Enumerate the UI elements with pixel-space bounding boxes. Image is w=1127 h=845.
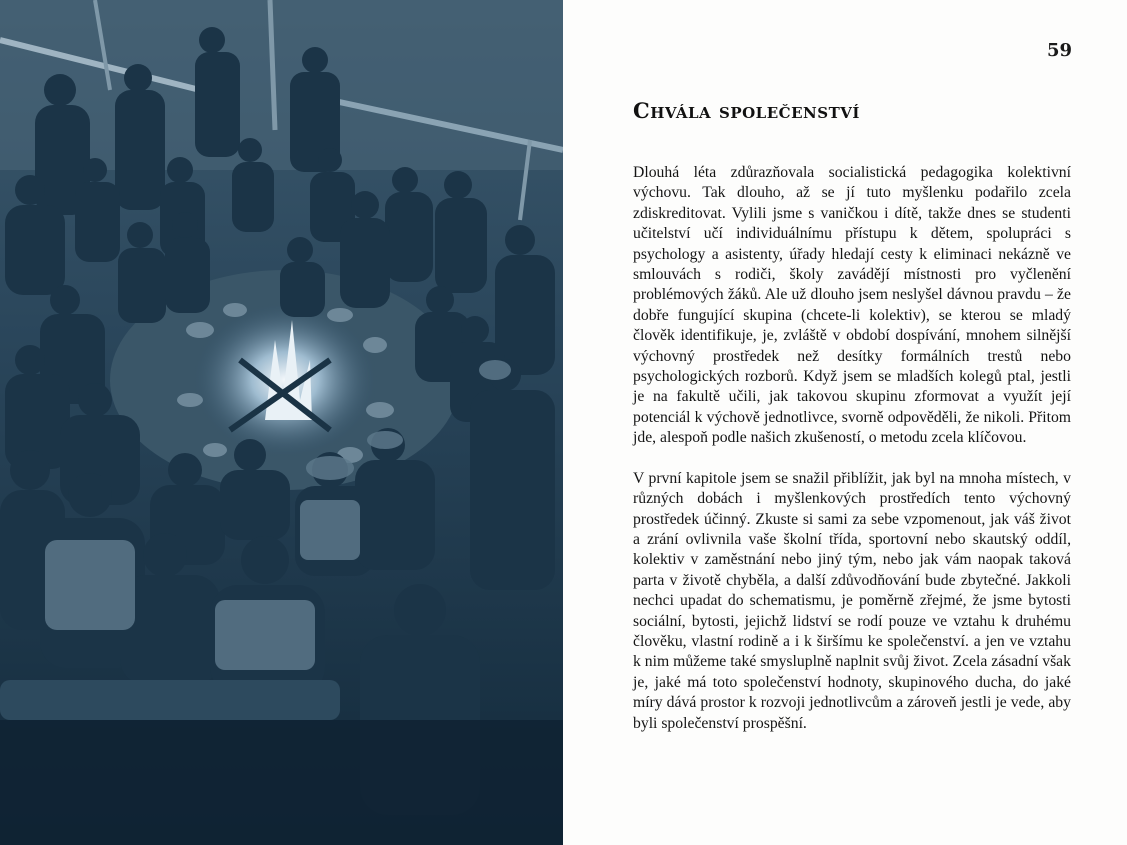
campfire-photo-image <box>0 0 563 845</box>
paragraph-1: Dlouhá léta zdůrazňovala socialistická pedagogika kolektivní výchovu. Tak dlouho, až se jí tuto myšlenku podařilo zcela zdiskreditovat. Vylili jsme s vaničkou i dítě, takže dnes se studenti učitelství učí individuálnímu přístupu k dětem, spolupráci s psychology a asistenty, úřady hledají cesty k eliminaci nekázně ve smlouvách s rodiči, školy zavádějí místnosti pro vyčlenění problémových žáků. Ale už dlouho jsem neslyšel dávnou pravdu – že dobře fungující skupina (chcete-li kolektiv), se kterou se mladý člověk identifikuje, je, zvláště v období dospívání, mnohem silnější výchovný prostředek než desítky formálních trestů nebo psychologických rozborů. Když jsem se mladších kolegů ptal, jestli je na fakultě učili, jak takovou skupinu zformovat a využít její potenciál k výchově jednotlivce, svorně odpověděli, že nikoli. Přitom jde, alespoň podle našich zkušeností, o metodu zcela klíčovou. <box>633 164 1071 447</box>
page-number: 59 <box>1046 40 1072 61</box>
chapter-title: Chvála společenství <box>633 98 860 123</box>
campfire-photo <box>0 0 563 845</box>
text-page <box>563 0 1127 845</box>
paragraph-2: V první kapitole jsem se snažil přiblížit, jak byl na mnoha místech, v různých dobách i myšlenkových prostředích tento výchovný prostředek účinný. Zkuste si sami za sebe vzpomenout, jak váš život a zrání ovlivnila vaše školní třída, sportovní nebo skautský oddíl, kolektiv v zaměstnání nebo jiný tým, nebo jak vám naopak taková parta v životě chyběla, a další zdůvodňování bude zbytečné. Jakkoli nechci upadat do schematismu, je poměrně zřejmé, že jsme bytosti sociální, bytosti, jejichž lidství se rodí pouze ve vztahu k druhému člověku, vlastní rodině a i k širšímu ke společenství. a jen ve vztahu k nim můžeme také smysluplně naplnit svůj život. Zcela zásadní však je, jaké má toto společenství hodnoty, skupinového ducha, do jaké míry dává prostor k rozvoji jednotlivcům a zároveň jestli je vede, aby byli společenství prospěšní. <box>633 469 1071 732</box>
body-text <box>633 163 1071 754</box>
